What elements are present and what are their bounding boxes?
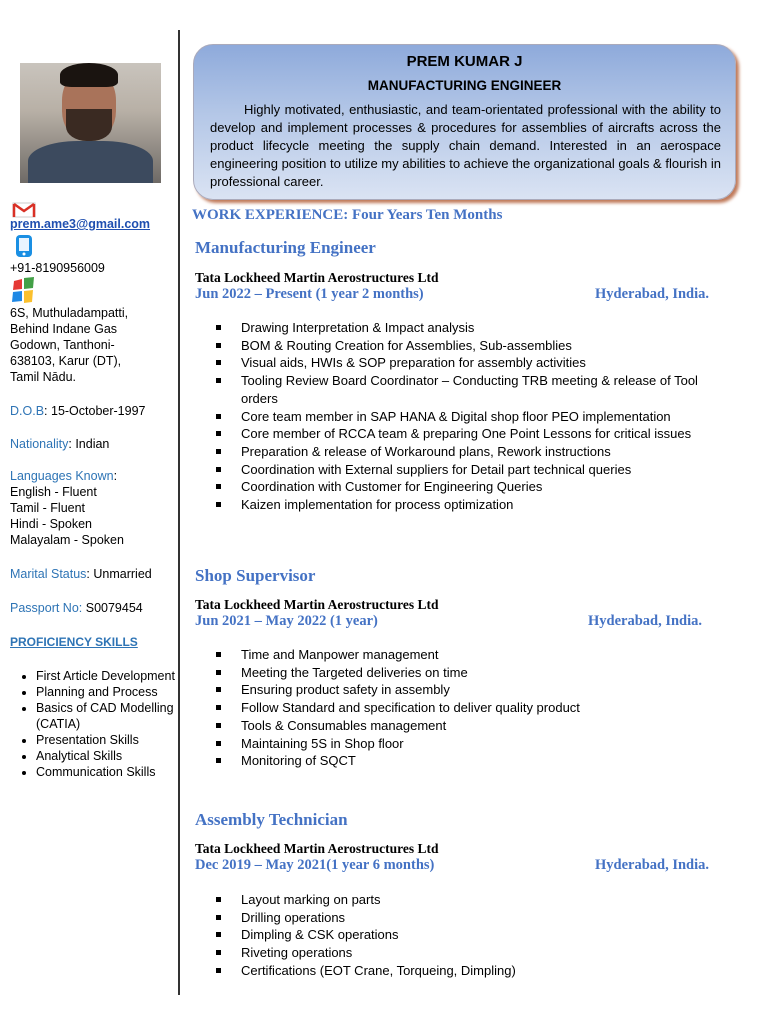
list-item: Coordination with Customer for Engineering Queries <box>216 478 721 496</box>
summary-text: Highly motivated, enthusiastic, and team-orientated professional with the ability to develop and implement processes & procedures for assemblies of aircrafts across the product lifecycle meeting the supply chain demand. Interested in an aerospace engineering position to utilize my abilities to achieve the organizational goals & flourish in professional career. <box>210 102 721 189</box>
list-item: • First Article Development <box>36 668 178 684</box>
job-location: Hyderabad, India. <box>595 286 710 302</box>
list-item: Riveting operations <box>216 944 721 962</box>
list-item: Layout marking on parts <box>216 891 721 909</box>
email-link[interactable]: prem.ame3@gmail.com <box>10 217 151 231</box>
list-item: Tooling Review Board Coordinator – Conducting TRB meeting & release of Tool orders <box>216 372 721 407</box>
list-item: Coordination with External suppliers for Detail part technical queries <box>216 461 721 479</box>
list-item: Monitoring of SQCT <box>216 752 721 770</box>
phone-number: +91-8190956009 <box>10 261 105 275</box>
list-item: Visual aids, HWIs & SOP preparation for assembly activities <box>216 354 721 372</box>
job-dates: Jun 2022 – Present (1 year 2 months) <box>195 286 424 302</box>
list-item: • Communication Skills <box>36 764 178 780</box>
skills-heading: PROFICIENCY SKILLS <box>10 635 138 649</box>
job-title: Shop Supervisor <box>195 566 316 585</box>
job-location: Hyderabad, India. <box>595 857 710 873</box>
list-item: Kaizen implementation for process optimization <box>216 496 721 514</box>
nationality: Nationality: Indian <box>10 437 110 451</box>
job-dates: Dec 2019 – May 2021(1 year 6 months) <box>195 857 435 873</box>
person-name: PREM KUMAR J <box>406 53 523 70</box>
list-item: Core member of RCCA team & preparing One Point Lessons for critical issues <box>216 425 721 443</box>
marital-status: Marital Status: Unmarried <box>10 567 152 581</box>
list-item: • Planning and Process <box>36 684 178 700</box>
list-item: Dimpling & CSK operations <box>216 926 721 944</box>
job-role: MANUFACTURING ENGINEER <box>367 78 562 93</box>
company-name: Tata Lockheed Martin Aerostructures Ltd <box>195 841 439 856</box>
languages: Languages Known: English - Fluent Tamil - Fluent Hindi - Spoken Malayalam - Spoken <box>10 469 124 547</box>
job-location: Hyderabad, India. <box>588 613 703 629</box>
experience-heading: WORK EXPERIENCE: Four Years Ten Months <box>192 207 503 223</box>
list-item: Tools & Consumables management <box>216 717 721 735</box>
list-item: Ensuring product safety in assembly <box>216 681 721 699</box>
job-duties <box>216 891 721 980</box>
list-item: Maintaining 5S in Shop floor <box>216 735 721 753</box>
job-title: Assembly Technician <box>195 810 348 829</box>
column-divider <box>178 30 180 995</box>
phone-icon <box>12 234 36 262</box>
company-name: Tata Lockheed Martin Aerostructures Ltd <box>195 597 439 612</box>
job-duties <box>216 646 721 770</box>
job-duties <box>216 319 721 514</box>
list-item: • Presentation Skills <box>36 732 178 748</box>
list-item: • Analytical Skills <box>36 748 178 764</box>
job-dates: Jun 2021 – May 2022 (1 year) <box>195 613 378 629</box>
list-item: Drawing Interpretation & Impact analysis <box>216 319 721 337</box>
company-name: Tata Lockheed Martin Aerostructures Ltd <box>195 270 439 285</box>
skills-list <box>10 668 178 780</box>
list-item: Drilling operations <box>216 909 721 927</box>
dob: D.O.B: 15-October-1997 <box>10 404 146 418</box>
list-item: • Basics of CAD Modelling (CATIA) <box>36 700 178 732</box>
list-item: BOM & Routing Creation for Assemblies, Sub-assemblies <box>216 337 721 355</box>
list-item: Follow Standard and specification to deliver quality product <box>216 699 721 717</box>
list-item: Core team member in SAP HANA & Digital shop floor PEO implementation <box>216 408 721 426</box>
profile-photo <box>20 63 161 183</box>
list-item: Time and Manpower management <box>216 646 721 664</box>
passport: Passport No: S0079454 <box>10 601 143 615</box>
list-item: Preparation & release of Workaround plans, Rework instructions <box>216 443 721 461</box>
job-title: Manufacturing Engineer <box>195 238 376 257</box>
header-summary-box <box>193 44 736 200</box>
list-item: Meeting the Targeted deliveries on time <box>216 664 721 682</box>
list-item: Certifications (EOT Crane, Torqueing, Dimpling) <box>216 962 721 980</box>
address: 6S, Muthuladampatti, Behind Indane Gas Godown, Tanthoni- 638103, Karur (DT), Tamil Nādu. <box>10 306 129 384</box>
